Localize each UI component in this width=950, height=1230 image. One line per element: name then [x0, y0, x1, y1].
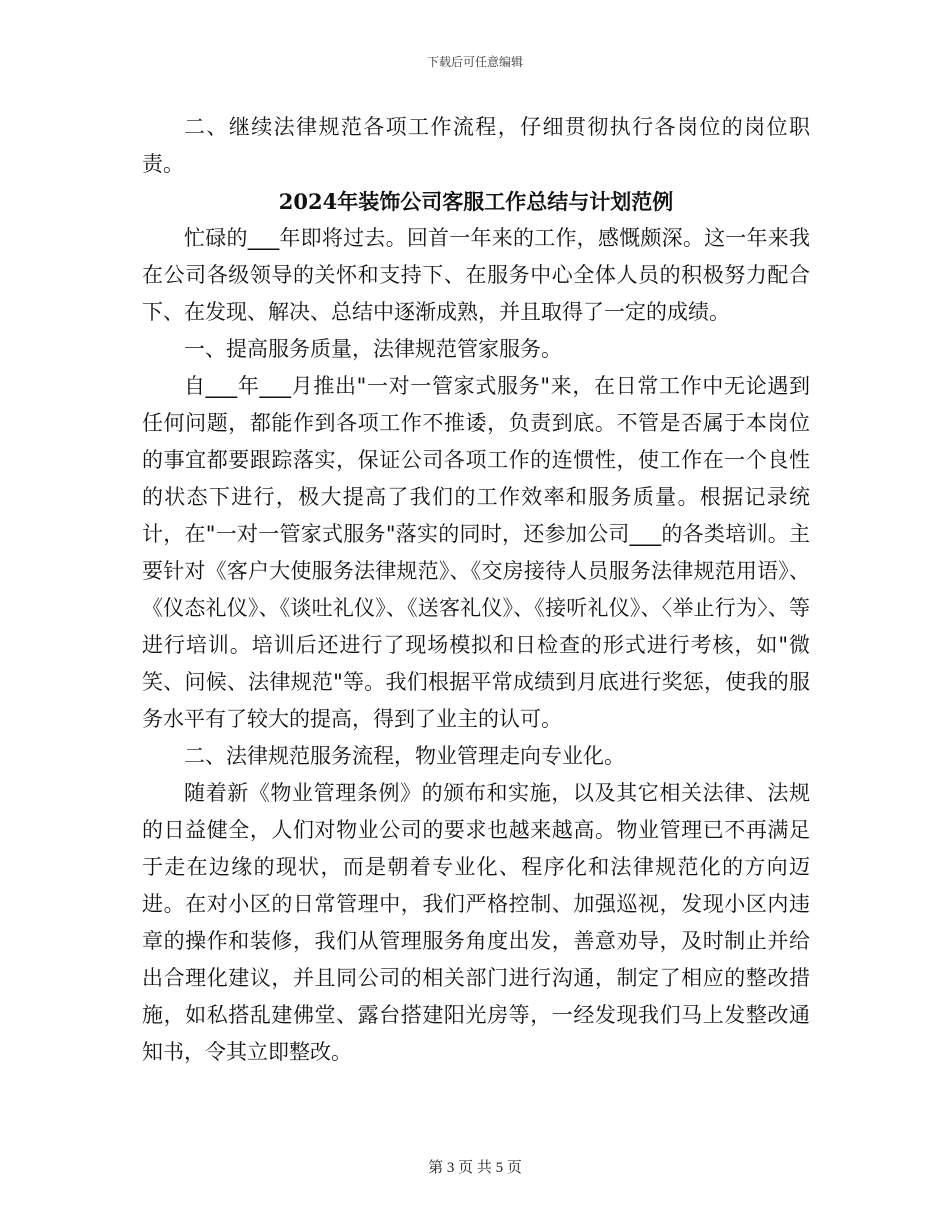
paragraph-intro: 忙碌的___年即将过去。回首一年来的工作，感慨颇深。这一年来我在公司各级领导的关怀和支持下、在服务中心全体人员的积极努力配合下、在发现、解决、总结中逐渐成熟，并且取得了一定的成绩。	[142, 226, 810, 324]
document-title: 2024年装饰公司客服工作总结与计划范例	[278, 189, 674, 214]
page-footer: 第 3 页 共 5 页	[428, 1160, 522, 1176]
paragraph-continued-item: 二、继续法律规范各项工作流程，仔细贯彻执行各岗位的岗位职责。	[142, 115, 810, 176]
paragraph-process: 随着新《物业管理条例》的颁布和实施，以及其它相关法律、法规的日益健全，人们对物业公司的要求也越来越高。物业管理已不再满足于走在边缘的现状，而是朝着专业化、程序化和法律规范化的方向迈进。在对小区的日常管理中，我们严格控制、加强巡视，发现小区内违章的操作和装修，我们从管理服务角度出发，善意劝导，及时制止并给出合理化建议，并且同公司的相关部门进行沟通，制定了相应的整改措施，如私搭乱建佛堂、露台搭建阳光房等，一经发现我们马上发整改通知书，令其立即整改。	[142, 781, 810, 1064]
section-heading-2: 二、法律规范服务流程，物业管理走向专业化。	[184, 744, 625, 768]
page-header: 下载后可任意编辑	[426, 55, 523, 69]
section-heading-1: 一、提高服务质量，法律规范管家服务。	[184, 337, 562, 361]
document-body	[142, 109, 810, 1071]
paragraph-service: 自___年___月推出"一对一管家式服务"来，在日常工作中无论遇到任何问题，都能作到各项工作不推诿，负责到底。不管是否属于本岗位的事宜都要跟踪落实，保证公司各项工作的连惯性，使工作在一个良性的状态下进行，极大提高了我们的工作效率和服务质量。根据记录统计，在"一对一管家式服务"落实的同时，还参加公司___的各类培训。主要针对《客户大使服务法律规范》、《交房接待人员服务法律规范用语》、《仪态礼仪》、《谈吐礼仪》、《送客礼仪》、《接听礼仪》、〈举止行为〉、等进行培训。培训后还进行了现场模拟和日检查的形式进行考核，如"微笑、问候、法律规范"等。我们根据平常成绩到月底进行奖惩，使我的服务水平有了较大的提高，得到了业主的认可。	[142, 374, 810, 731]
